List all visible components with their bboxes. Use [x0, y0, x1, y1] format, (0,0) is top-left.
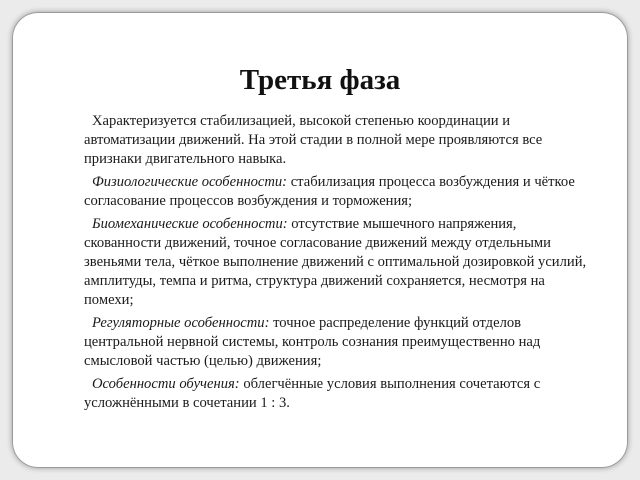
biomechanical-label: Биомеханические особенности:: [92, 216, 288, 232]
learning-paragraph: [84, 375, 594, 413]
slide-body: [84, 112, 594, 417]
physiological-text: стабилизация процесса возбуждения и чёткое согласование процессов возбуждения и торможения;: [84, 174, 575, 209]
regulatory-label: Регуляторные особенности:: [92, 315, 270, 331]
biomechanical-paragraph: [84, 215, 594, 310]
learning-label: Особенности обучения:: [92, 376, 240, 392]
slide-title: Третья фаза: [239, 64, 401, 96]
physiological-label: Физиологические особенности:: [92, 174, 288, 190]
regulatory-text: точное распределение функций отделов центральной нервной системы, контроль сознания преимущественно над смысловой частью (целью) движения;: [84, 315, 541, 369]
regulatory-paragraph: [84, 314, 594, 371]
slide-panel: [12, 12, 628, 468]
intro-text: Характеризуется стабилизацией, высокой степенью координации и автоматизации движений. На этой стадии в полной мере проявляются все признаки двигательного навыка.: [84, 113, 543, 167]
intro-paragraph: [84, 112, 594, 169]
biomechanical-text: отсутствие мышечного напряжения, скованности движений, точное согласование движений между отдельными звеньями тела, чёткое выполнение движений с оптимальной дозировкой усилий, амплитуды, темпа и ритма, структура движений сохраняется, несмотря на помехи;: [84, 216, 587, 308]
learning-text: облегчённые условия выполнения сочетаются с усложнёнными в сочетании 1 : 3.: [84, 376, 541, 411]
physiological-paragraph: [84, 173, 594, 211]
